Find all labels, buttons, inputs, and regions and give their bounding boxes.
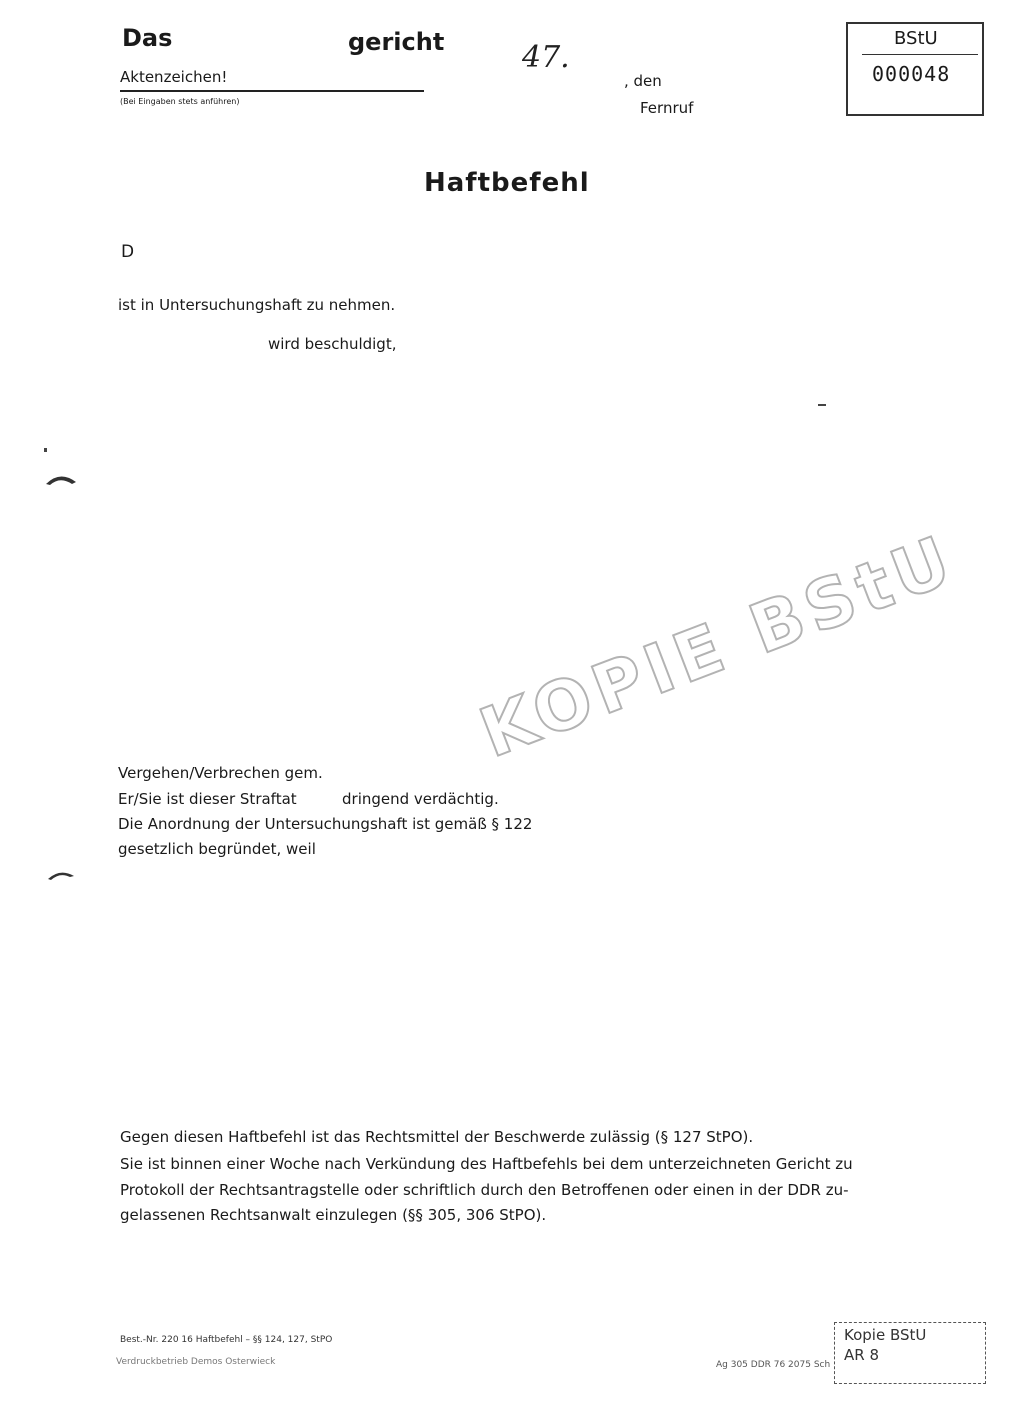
remedy-line-2: Sie ist binnen einer Woche nach Verkündung des Haftbefehls bei dem unterzeichneten Gericht zu [120, 1155, 853, 1173]
custody-statement: ist in Untersuchungshaft zu nehmen. [118, 296, 396, 314]
copy-stamp-line-2: AR 8 [844, 1346, 879, 1364]
eingaben-note: (Bei Eingaben stets anführen) [120, 97, 240, 106]
suspect-line: Er/Sie ist dieser Straftat [118, 790, 297, 808]
date-label: , den [624, 72, 662, 90]
remedy-line-4: gelassenen Rechtsanwalt einzulegen (§§ 305, 306 StPO). [120, 1206, 547, 1224]
remedy-line-1: Gegen diesen Haftbefehl ist das Rechtsmittel der Beschwerde zulässig (§ 127 StPO). [120, 1128, 754, 1146]
kopie-watermark: KOPIE BStU [470, 520, 967, 774]
aktenzeichen-rule [120, 90, 424, 92]
defendant-initial: D [121, 242, 135, 262]
printer-imprint: Verdruckbetrieb Demos Osterwieck [116, 1357, 276, 1367]
form-number: Best.-Nr. 220 16 Haftbefehl – §§ 124, 127, StPO [120, 1335, 333, 1345]
archive-stamp-number: 000048 [872, 62, 951, 86]
aktenzeichen-label: Aktenzeichen! [120, 68, 228, 86]
remedy-line-3: Protokoll der Rechtsantragstelle oder schriftlich durch den Betroffenen oder einen in der DDR zu- [120, 1181, 849, 1199]
accused-statement: wird beschuldigt, [268, 335, 397, 353]
punch-hole-mark-icon [46, 866, 76, 882]
fernruf-label: Fernruf [640, 99, 694, 117]
court-name-prefix: Das [122, 24, 173, 52]
copy-stamp-line-1: Kopie BStU [844, 1326, 927, 1344]
document-title: Haftbefehl [424, 168, 590, 198]
handwritten-number: 47. [522, 40, 570, 75]
archive-stamp-divider [862, 54, 978, 55]
suspect-line-end: dringend verdächtig. [342, 790, 499, 808]
speck-mark [44, 448, 47, 452]
archive-stamp-label: BStU [894, 28, 938, 49]
print-code: Ag 305 DDR 76 2075 Sch [716, 1360, 831, 1370]
court-name-suffix: gericht [348, 28, 445, 56]
punch-hole-mark-icon [44, 470, 78, 488]
justification-line: gesetzlich begründet, weil [118, 840, 316, 858]
order-basis-line: Die Anordnung der Untersuchungshaft ist gemäß § 122 [118, 815, 533, 833]
offence-line: Vergehen/Verbrechen gem. [118, 764, 323, 782]
speck-mark [818, 404, 826, 406]
